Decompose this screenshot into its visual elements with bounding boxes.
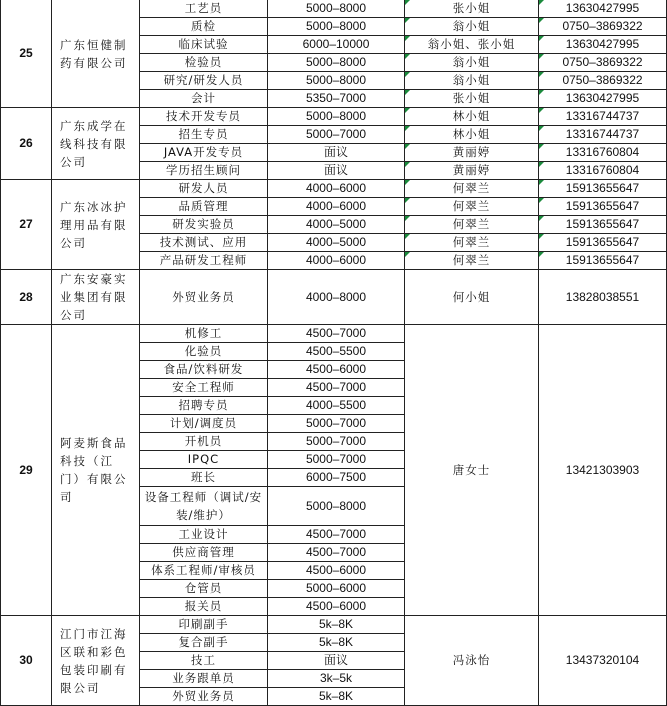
phone-cell: 15913655647 [539,198,667,216]
salary-cell: 5k–8K [268,688,405,706]
salary-cell: 6000–7500 [268,469,405,487]
contact-cell: 黄丽婷 [405,144,539,162]
company-number: 29 [1,325,52,616]
table-row [1,325,667,343]
contact-cell: 林小姐 [405,108,539,126]
phone-cell: 0750–3869322 [539,18,667,36]
contact-cell: 林小姐 [405,126,539,144]
phone-cell: 15913655647 [539,252,667,270]
phone-cell: 13630427995 [539,90,667,108]
position-cell: 班长 [140,469,268,487]
salary-cell: 6000–10000 [268,36,405,54]
position-cell: 质检 [140,18,268,36]
contact-cell: 何翠兰 [405,180,539,198]
contact-cell: 唐女士 [405,325,539,616]
position-cell: 产品研发工程师 [140,252,268,270]
position-cell: 招聘专员 [140,397,268,415]
table-row [1,616,667,634]
phone-cell: 13630427995 [539,0,667,18]
salary-cell: 5000–7000 [268,451,405,469]
position-cell: 供应商管理 [140,544,268,562]
company-name: 广东恒健制药有限公司 [52,0,140,108]
position-cell: 安全工程师 [140,379,268,397]
phone-cell: 13828038551 [539,270,667,325]
salary-cell: 5000–7000 [268,126,405,144]
position-cell: 学历招生顾问 [140,162,268,180]
salary-cell: 3k–5k [268,670,405,688]
phone-cell: 15913655647 [539,216,667,234]
position-cell: 工艺员 [140,0,268,18]
position-cell: 外贸业务员 [140,270,268,325]
salary-cell: 5k–8K [268,634,405,652]
salary-cell: 5k–8K [268,616,405,634]
salary-cell: 5000–8000 [268,18,405,36]
salary-cell: 4500–5500 [268,343,405,361]
salary-cell: 4500–7000 [268,544,405,562]
salary-cell: 4000–5000 [268,216,405,234]
salary-cell: 5000–7000 [268,433,405,451]
phone-cell: 15913655647 [539,234,667,252]
salary-cell: 4500–6000 [268,562,405,580]
company-name: 广东成学在线科技有限公司 [52,108,140,180]
salary-cell: 4000–8000 [268,270,405,325]
salary-cell: 4000–5500 [268,397,405,415]
salary-cell: 面议 [268,652,405,670]
company-number: 30 [1,616,52,706]
position-cell: 机修工 [140,325,268,343]
phone-cell: 0750–3869322 [539,54,667,72]
position-cell: 外贸业务员 [140,688,268,706]
contact-cell: 何翠兰 [405,198,539,216]
position-cell: 招生专员 [140,126,268,144]
position-cell: 开机员 [140,433,268,451]
salary-cell: 4000–6000 [268,180,405,198]
salary-cell: 面议 [268,144,405,162]
position-cell: 研究/研发人员 [140,72,268,90]
salary-cell: 5000–8000 [268,54,405,72]
phone-cell: 13437320104 [539,616,667,706]
phone-cell: 13316744737 [539,108,667,126]
salary-cell: 5000–8000 [268,487,405,526]
position-cell: 研发实验员 [140,216,268,234]
position-cell: 化验员 [140,343,268,361]
phone-cell: 13316744737 [539,126,667,144]
company-number: 25 [1,0,52,108]
contact-cell: 张小姐 [405,0,539,18]
position-cell: 技工 [140,652,268,670]
contact-cell: 黄丽婷 [405,162,539,180]
salary-cell: 5000–8000 [268,0,405,18]
position-cell: 计划/调度员 [140,415,268,433]
position-cell: 工业设计 [140,526,268,544]
contact-cell: 翁小姐 [405,18,539,36]
contact-cell: 冯泳怡 [405,616,539,706]
position-cell: 会计 [140,90,268,108]
position-cell: 品质管理 [140,198,268,216]
phone-cell: 13421303903 [539,325,667,616]
position-cell: 临床试验 [140,36,268,54]
company-number: 26 [1,108,52,180]
table-row [1,0,667,18]
position-cell: 检验员 [140,54,268,72]
phone-cell: 13316760804 [539,144,667,162]
salary-cell: 4000–6000 [268,252,405,270]
position-cell: 印刷副手 [140,616,268,634]
contact-cell: 翁小姐 [405,72,539,90]
table-row [1,270,667,325]
position-cell: 报关员 [140,598,268,616]
company-number: 27 [1,180,52,270]
position-cell: 设备工程师（调试/安装/维护） [140,487,268,526]
position-cell: 仓管员 [140,580,268,598]
table-row [1,108,667,126]
salary-cell: 5000–6000 [268,580,405,598]
position-cell: 业务跟单员 [140,670,268,688]
position-cell: JAVA开发专员 [140,144,268,162]
company-name: 阿麦斯食品科技（江门）有限公司 [52,325,140,616]
salary-cell: 4500–6000 [268,598,405,616]
phone-cell: 13630427995 [539,36,667,54]
salary-cell: 4000–6000 [268,198,405,216]
job-listing-body [1,0,667,706]
position-cell: 技术测试、应用 [140,234,268,252]
salary-cell: 4500–7000 [268,379,405,397]
position-cell: 复合副手 [140,634,268,652]
contact-cell: 何翠兰 [405,216,539,234]
salary-cell: 5000–7000 [268,415,405,433]
position-cell: IPQC [140,451,268,469]
company-name: 广东冰冰护理用品有限公司 [52,180,140,270]
position-cell: 技术开发专员 [140,108,268,126]
contact-cell: 何小姐 [405,270,539,325]
position-cell: 研发人员 [140,180,268,198]
contact-cell: 翁小姐 [405,54,539,72]
position-cell: 体系工程师/审核员 [140,562,268,580]
contact-cell: 翁小姐、张小姐 [405,36,539,54]
contact-cell: 张小姐 [405,90,539,108]
salary-cell: 4000–5000 [268,234,405,252]
salary-cell: 5000–8000 [268,72,405,90]
salary-cell: 4500–7000 [268,526,405,544]
company-number: 28 [1,270,52,325]
salary-cell: 4500–6000 [268,361,405,379]
salary-cell: 5000–8000 [268,108,405,126]
company-name: 广东安豪实业集团有限公司 [52,270,140,325]
phone-cell: 0750–3869322 [539,72,667,90]
table-row [1,180,667,198]
phone-cell: 13316760804 [539,162,667,180]
position-cell: 食品/饮料研发 [140,361,268,379]
salary-cell: 面议 [268,162,405,180]
contact-cell: 何翠兰 [405,234,539,252]
phone-cell: 15913655647 [539,180,667,198]
salary-cell: 5350–7000 [268,90,405,108]
company-name: 江门市江海区联和彩色包装印刷有限公司 [52,616,140,706]
contact-cell: 何翠兰 [405,252,539,270]
salary-cell: 4500–7000 [268,325,405,343]
